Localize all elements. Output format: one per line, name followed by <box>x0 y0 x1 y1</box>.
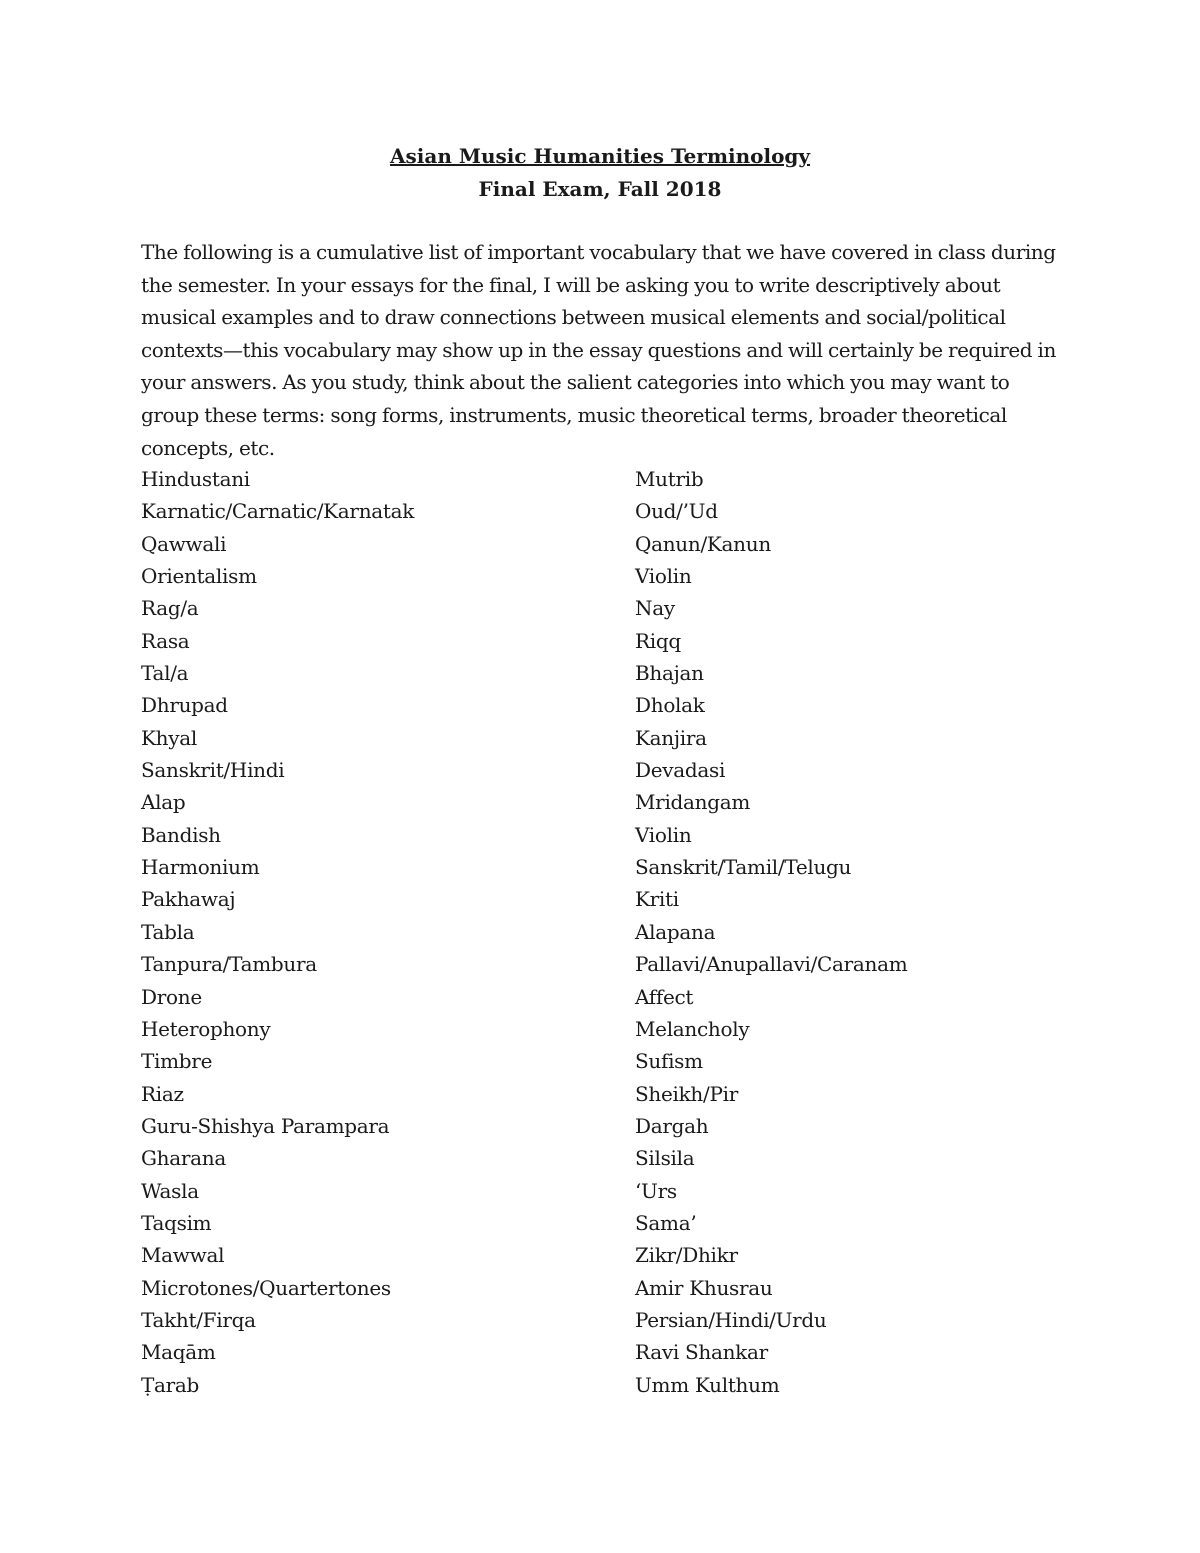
term-item: Riqq <box>635 628 681 653</box>
term-item: Melancholy <box>635 1016 750 1041</box>
term-item: Amir Khusrau <box>635 1275 773 1300</box>
term-item: Mawwal <box>141 1243 225 1268</box>
term-item: Qawwali <box>141 531 227 556</box>
term-item: Sheikh/Pir <box>635 1081 738 1106</box>
term-item: Taqsim <box>141 1210 212 1235</box>
term-item: Microtones/Quartertones <box>141 1275 391 1300</box>
term-item: Kanjira <box>635 725 707 750</box>
term-item: Nay <box>635 596 675 621</box>
term-item: Ravi Shankar <box>635 1340 768 1365</box>
term-item: Silsila <box>635 1146 695 1171</box>
term-item: Rag/a <box>141 596 199 621</box>
term-item: Devadasi <box>635 758 726 783</box>
term-item: Sanskrit/Tamil/Telugu <box>635 855 852 880</box>
term-item: Timbre <box>141 1049 213 1074</box>
term-item: Zikr/Dhikr <box>635 1243 738 1268</box>
term-item: Dhrupad <box>141 693 228 718</box>
term-item: Kriti <box>635 887 679 912</box>
term-item: Rasa <box>141 628 190 653</box>
term-item: Riaz <box>141 1081 184 1106</box>
term-item: Sufism <box>635 1049 703 1074</box>
term-item: Pallavi/Anupallavi/Caranam <box>635 952 908 977</box>
document-title: Asian Music Humanities Terminology <box>389 144 811 168</box>
term-item: Umm Kulthum <box>635 1372 780 1397</box>
term-item: Pakhawaj <box>141 887 236 912</box>
term-item: Alapana <box>635 919 716 944</box>
term-item: Mutrib <box>635 467 704 491</box>
term-item: Tal/a <box>141 661 189 686</box>
term-item: Tanpura/Tambura <box>141 952 317 977</box>
terms-column-left <box>141 463 414 1401</box>
term-item: Guru-Shishya Parampara <box>141 1113 390 1138</box>
document-subtitle: Final Exam, Fall 2018 <box>478 177 722 201</box>
term-item: Wasla <box>141 1178 199 1203</box>
term-item: Maqām <box>141 1340 216 1365</box>
term-item: Takht/Firqa <box>141 1307 256 1332</box>
term-item: Violin <box>635 564 692 589</box>
term-item: Harmonium <box>141 855 260 880</box>
term-item: Hindustani <box>141 467 250 491</box>
term-item: ‘Urs <box>635 1178 677 1203</box>
term-item: Mridangam <box>635 790 751 815</box>
term-item: Qanun/Kanun <box>635 531 771 556</box>
terms-column-right <box>635 463 907 1401</box>
term-item: Khyal <box>141 725 197 750</box>
term-item: Bandish <box>141 822 221 847</box>
term-item: Sanskrit/Hindi <box>141 758 285 783</box>
term-item: Sama’ <box>635 1210 697 1235</box>
term-item: Heterophony <box>141 1016 271 1041</box>
term-item: Affect <box>635 984 694 1009</box>
term-item: Dholak <box>635 693 705 718</box>
term-item: Dargah <box>635 1113 709 1138</box>
term-item: Drone <box>141 984 202 1009</box>
term-item: Bhajan <box>635 661 704 686</box>
term-item: Tabla <box>141 919 195 944</box>
term-item: Alap <box>141 790 186 815</box>
term-item: Violin <box>635 822 692 847</box>
term-item: Persian/Hindi/Urdu <box>635 1307 827 1332</box>
term-item: Karnatic/Carnatic/Karnatak <box>141 499 415 524</box>
term-item: Gharana <box>141 1146 226 1171</box>
term-item: Oud/’Ud <box>635 499 718 524</box>
term-item: Ṭarab <box>141 1372 200 1397</box>
intro-paragraph: The following is a cumulative list of important vocabulary that we have covered in class during the semester. In your essays for the final, I will be asking you to write descriptively about musical examples and to draw connections between musical elements and social/political contexts—this vocabulary may show up in the essay questions and will certainly be required in your answers. As you study, think about the salient categories into which you may want to group these terms: song forms, instruments, music theoretical terms, broader theoretical concepts, etc. <box>141 240 1056 460</box>
term-item: Orientalism <box>141 564 257 589</box>
